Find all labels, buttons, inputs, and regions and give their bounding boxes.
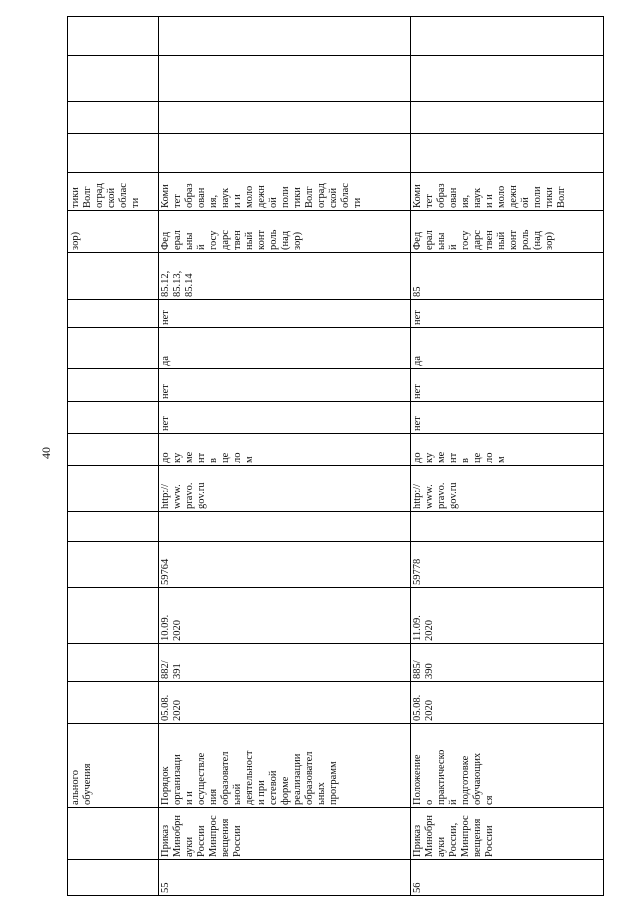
row55-act-number: 882/ 391 (160, 660, 183, 679)
column-divider (68, 511, 603, 512)
row55-number: 55 (160, 882, 171, 893)
row55-articles: 85.12, 85.13, 85.14 (160, 270, 195, 297)
row55-flag-2: нет (160, 384, 171, 399)
row56-act-number: 885/ 390 (412, 660, 435, 679)
row56-source: до ку ме нт в це ло м (412, 451, 507, 463)
row55-agency: Коми тет образ ован ия, наук и и моло дежн ой поли тики Волг оград ской облас ти (160, 183, 363, 208)
column-divider (68, 368, 603, 369)
row55-flag-4: нет (160, 310, 171, 325)
column-divider (68, 643, 603, 644)
column-divider (68, 101, 603, 102)
row55-date: 05.08. 2020 (160, 694, 183, 721)
row56-reg-date: 11.09. 2020 (412, 615, 435, 641)
row55-flag-3: да (160, 355, 171, 366)
row55-basis: Фед ерал ьны й госу дарс твен ный конт роль (над зор) (160, 229, 303, 250)
column-divider (68, 327, 603, 328)
column-divider (68, 681, 603, 682)
row56-date: 05.08. 2020 (412, 694, 435, 721)
row55-link: http:// www. pravo. gov.ru (160, 482, 207, 509)
row56-flag-2: нет (412, 384, 423, 399)
row55-title: Порядок организаци и и осуществле ния образовател ьной деятельност и при сетевой форме реализации образовател ьных программ (160, 750, 339, 805)
column-divider (68, 210, 603, 211)
band-divider (410, 17, 411, 895)
column-divider (68, 541, 603, 542)
column-divider (68, 723, 603, 724)
column-divider (68, 401, 603, 402)
row56-articles: 85 (412, 286, 423, 297)
continuation-title: ального обучения (70, 763, 93, 805)
row56-basis: Фед ерал ьны й госу дарс твен ный конт роль (над зор) (412, 229, 555, 250)
row56-flag-3: да (412, 355, 423, 366)
row56-reg-number: 59778 (412, 558, 423, 585)
column-divider (68, 465, 603, 466)
column-divider (68, 299, 603, 300)
row55-flag-1: нет (160, 416, 171, 431)
row56-doc-type: Приказ Минобрн ауки России, Минпрос вещения России (412, 814, 495, 857)
row56-flag-1: нет (412, 416, 423, 431)
row56-agency: Коми тет образ ован ия, наук и и моло дежн ой поли тики Волг (412, 183, 567, 208)
legal-acts-table (67, 16, 604, 896)
column-divider (68, 859, 603, 860)
column-divider (68, 252, 603, 253)
column-divider (68, 807, 603, 808)
column-divider (68, 587, 603, 588)
row56-number: 56 (412, 882, 423, 893)
column-divider (68, 133, 603, 134)
column-divider (68, 433, 603, 434)
continuation-agency: тики Волг оград ской облас ти (70, 183, 141, 208)
row55-doc-type: Приказ Минобрн ауки России Минпрос вещения России (160, 814, 243, 857)
column-divider (68, 55, 603, 56)
row55-reg-date: 10.09. 2020 (160, 614, 183, 641)
row56-title: Положение о практическо й подготовке обучающих ся (412, 749, 495, 805)
row55-reg-number: 59764 (160, 558, 171, 585)
row55-source: до ку ме нт в це ло м (160, 451, 255, 463)
band-divider (158, 17, 159, 895)
continuation-basis: зор) (70, 231, 81, 250)
row56-link: http:// www. pravo. gov.ru (412, 482, 459, 509)
row56-flag-4: нет (412, 310, 423, 325)
page-number: 40 (39, 447, 53, 459)
